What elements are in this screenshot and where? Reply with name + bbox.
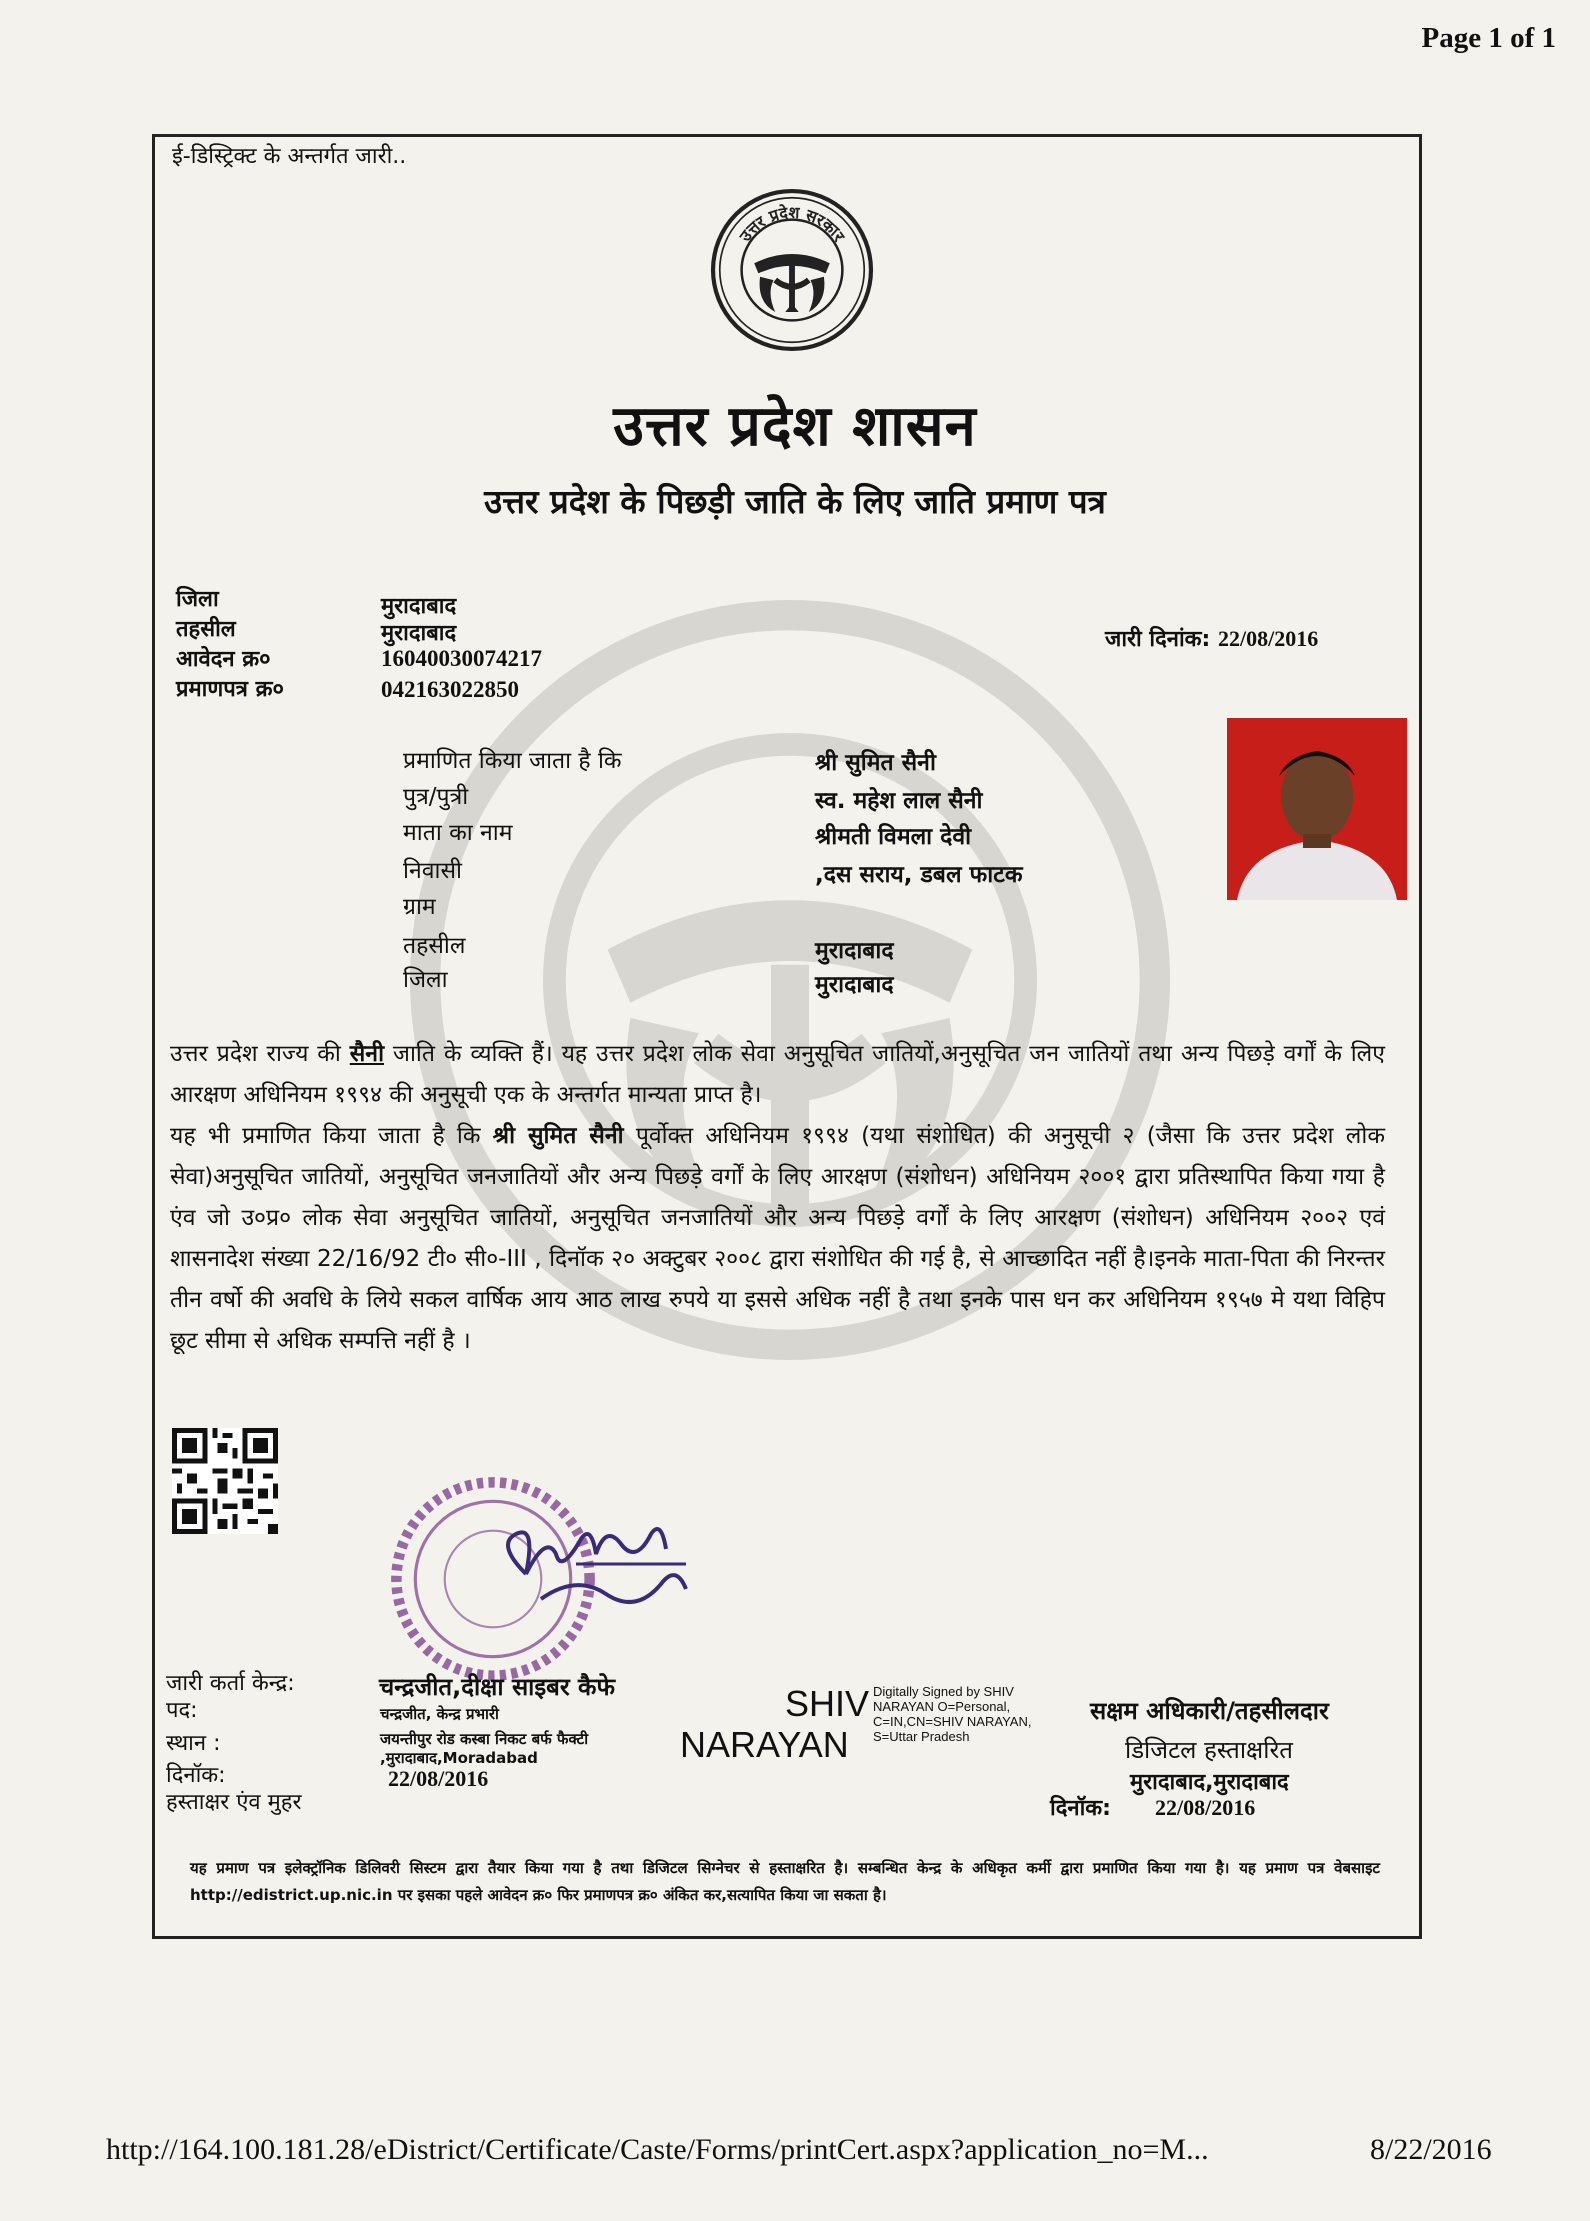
district-detail-value: मुरादाबाद xyxy=(815,972,894,998)
authority-date-label: दिनॉक: xyxy=(1050,1796,1111,1821)
certificate-title: उत्तर प्रदेश शासन xyxy=(613,394,977,459)
village-label: ग्राम xyxy=(403,894,436,920)
certified-label: प्रमाणित किया जाता है कि xyxy=(403,748,622,774)
district-label: जिला xyxy=(176,587,219,612)
application-no-label: आवेदन क्र० xyxy=(176,647,271,672)
authority-digital: डिजिटल हस्ताक्षरित xyxy=(1125,1736,1293,1764)
post-label: पद: xyxy=(166,1698,198,1723)
issuer-date-label: दिनॉक: xyxy=(166,1763,226,1788)
handwritten-signature xyxy=(486,1504,706,1624)
certificate-body xyxy=(170,1034,1385,1362)
certificate-no-label: प्रमाणपत्र क्र० xyxy=(176,677,284,702)
body-paragraph-1: उत्तर प्रदेश राज्य की सैनी जाति के व्यक्ति हैं। यह उत्तर प्रदेश लोक सेवा अनुसूचित जातियों,अनुसूचित जन जातियों तथा अन्य पिछड़े वर्गों के लिए आरक्षण अधिनियम १९९४ की अनुसूची एक के अन्तर्गत मान्यता प्राप्त है। xyxy=(170,1041,1385,1108)
district-detail-label: जिला xyxy=(403,967,448,993)
certificate-no-value: 042163022850 xyxy=(381,677,519,702)
signature-label: हस्ताक्षर एंव मुहर xyxy=(166,1790,302,1815)
emblem-text: उत्तर प्रदेश सरकार xyxy=(735,202,849,246)
authority-title: सक्षम अधिकारी/तहसीलदार xyxy=(1090,1697,1329,1725)
mother-label: माता का नाम xyxy=(403,820,513,846)
resident-label: निवासी xyxy=(403,858,462,884)
resident-value: ,दस सराय, डबल फाटक xyxy=(815,862,1023,888)
authority-place: मुरादाबाद,मुरादाबाद xyxy=(1130,1770,1289,1795)
authority-date-value: 22/08/2016 xyxy=(1155,1795,1256,1820)
certified-value: श्री सुमित सैनी xyxy=(815,750,936,776)
caste-name: सैनी xyxy=(349,1041,385,1067)
body-paragraph-2: यह भी प्रमाणित किया जाता है कि श्री सुमित सैनी पूर्वोक्त अधिनियम १९९४ (यथा संशोधित) की अनुसूची २ (जैसा कि उत्तर प्रदेश लोक सेवा)अनुसूचित जातियों, अनुसूचित जनजातियों और अन्य पिछड़े वर्गों के लिए आरक्षण (संशोधन) अधिनियम २००१ द्वारा प्रतिस्थापित किया गया है एंव जो उ०प्र० लोक सेवा अनुसूचित जातियों, अनुसूचित जनजातियों और अन्य पिछड़े वर्गों के लिए आरक्षण (संशोधन) अधिनियम २००२ एवं शासनादेश संख्या 22/16/92 टी० सी०-III , दिनॉक २० अक्टुबर २००८ द्वारा संशोधित की गई है, से आच्छादित नहीं है।इनके माता-पिता की निरन्तर तीन वर्षो की अवधि के लिये सकल वार्षिक आय आठ लाख रुपये या इससे अधिक नहीं है तथा इनके पास धन कर अधिनियम १९५७ मे यथा विहिप छूट सीमा से अधिक सम्पत्ति नहीं है । xyxy=(170,1123,1385,1354)
print-date: 8/22/2016 xyxy=(1370,2133,1492,2166)
page-indicator: Page 1 of 1 xyxy=(1421,22,1556,54)
issue-date-value: 22/08/2016 xyxy=(1218,626,1319,651)
parent-label: पुत्र/पुत्री xyxy=(403,784,469,810)
edistrict-note: ई-डिस्ट्रिक्ट के अन्तर्गत जारी.. xyxy=(172,144,407,169)
mother-value: श्रीमती विमला देवी xyxy=(815,824,972,850)
tehsil-value: मुरादाबाद xyxy=(381,621,457,646)
certificate-subtitle: उत्तर प्रदेश के पिछड़ी जाति के लिए जाति प्रमाण पत्र xyxy=(484,482,1106,521)
tehsil-detail-label: तहसील xyxy=(403,933,466,959)
place-label: स्थान : xyxy=(166,1731,221,1756)
district-value: मुरादाबाद xyxy=(381,594,457,619)
applicant-photo xyxy=(1227,718,1407,900)
print-url: http://164.100.181.28/eDistrict/Certificate/Caste/Forms/printCert.aspx?application_no=M... xyxy=(106,2133,1209,2166)
tehsil-label: तहसील xyxy=(176,617,236,642)
digital-signature-details: Digitally Signed by SHIV NARAYAN O=Personal, C=IN,CN=SHIV NARAYAN, S=Uttar Pradesh xyxy=(873,1684,1032,1744)
tehsil-detail-value: मुरादाबाद xyxy=(815,938,894,964)
application-no-value: 16040030074217 xyxy=(381,646,542,671)
parent-value: स्व. महेश लाल सैनी xyxy=(815,788,983,814)
qr-code[interactable] xyxy=(172,1428,278,1534)
up-government-emblem-icon xyxy=(708,186,876,354)
post-value: चन्द्रजीत, केन्द्र प्रभारी xyxy=(380,1705,499,1723)
footer-note: यह प्रमाण पत्र इलेक्ट्रॉनिक डिलिवरी सिस्टम द्वारा तैयार किया गया है तथा डिजिटल सिग्नेचर से हस्ताक्षरित है। सम्बन्धित केन्द्र के अधिकृत कर्मी द्वारा प्रमाणित किया गया है। यह प्रमाण पत्र वेबसाइट http://edistrict.up.nic.in पर इसका पहले आवेदन क्र० फिर प्रमाणपत्र क्र० अंकित कर,सत्यापित किया जा सकता है। xyxy=(190,1859,1380,1904)
center-label: जारी कर्ता केन्द्र: xyxy=(166,1671,295,1696)
person-name: श्री सुमित सैनी xyxy=(492,1123,624,1149)
center-name: चन्द्रजीत,दीक्षा साइबर कैफे xyxy=(379,1673,615,1701)
digital-signer-name-line2: NARAYAN xyxy=(680,1724,849,1765)
issuer-date-value: 22/08/2016 xyxy=(388,1766,489,1791)
issue-date-label: जारी दिनांक: xyxy=(1105,627,1211,652)
place-value: जयन्तीपुर रोड कस्बा निकट बर्फ फैक्टी ,मुरादाबाद,Moradabad xyxy=(380,1730,589,1767)
issue-date xyxy=(1105,623,1318,653)
digital-signer-name-line1: SHIV xyxy=(785,1683,870,1724)
